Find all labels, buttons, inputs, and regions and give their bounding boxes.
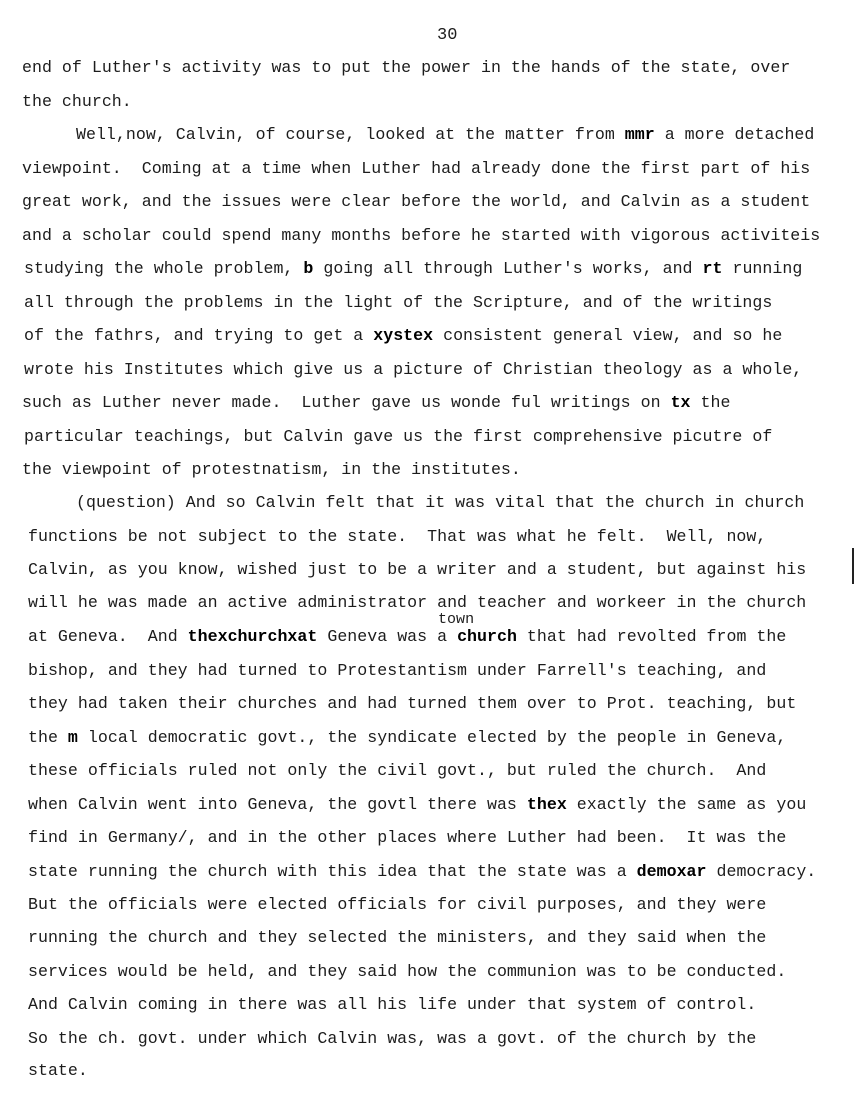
page-number: 30 xyxy=(437,26,458,45)
text-line: the church. xyxy=(22,92,132,111)
struck-out-text: m xyxy=(67,728,78,747)
text-line: when Calvin went into Geneva, the govtl there was thex exactly the same as you xyxy=(28,795,807,814)
text-line: they had taken their churches and had turned them over to Prot. teaching, but xyxy=(28,694,797,713)
text-line: functions be not subject to the state. That was what he felt. Well, now, xyxy=(28,527,767,546)
text-line: great work, and the issues were clear before the world, and Calvin as a student xyxy=(22,192,811,211)
text-line: the viewpoint of protestnatism, in the institutes. xyxy=(22,460,521,479)
struck-out-text: thexchurchxat xyxy=(187,627,318,646)
text-line: will he was made an active administrator and teacher and workeer in the church xyxy=(28,593,807,612)
text-line: find in Germany/, and in the other places where Luther had been. It was the xyxy=(28,828,787,847)
text-line: services would be held, and they said how the communion was to be conducted. xyxy=(28,962,787,981)
text-line: viewpoint. Coming at a time when Luther had already done the first part of his xyxy=(22,159,811,178)
interlinear-insertion: town xyxy=(438,611,475,628)
text-line: of the fathrs, and trying to get a xystex consistent general view, and so he xyxy=(24,326,783,345)
struck-out-text: tx xyxy=(670,393,691,412)
text-line: the m local democratic govt., the syndicate elected by the people in Geneva, xyxy=(28,728,787,747)
text-line: state. xyxy=(28,1061,88,1080)
struck-out-text: mmr xyxy=(624,125,655,144)
struck-out-text: rt xyxy=(702,259,723,278)
text-line: wrote his Institutes which give us a picture of Christian theology as a whole, xyxy=(24,360,803,379)
struck-out-text: demoxar xyxy=(636,862,707,881)
struck-out-text: church xyxy=(457,627,517,646)
struck-out-text: b xyxy=(303,259,314,278)
text-line: and a scholar could spend many months before he started with vigorous activiteis xyxy=(22,226,821,245)
text-line: (question) And so Calvin felt that it was vital that the church in church xyxy=(76,493,805,512)
text-line: Well,now, Calvin, of course, looked at the matter from mmr a more detached xyxy=(76,125,815,144)
struck-out-text: xystex xyxy=(373,326,434,345)
text-line: But the officials were elected officials for civil purposes, and they were xyxy=(28,895,767,914)
text-line: end of Luther's activity was to put the power in the hands of the state, over xyxy=(22,58,791,77)
text-line: And Calvin coming in there was all his life under that system of control. xyxy=(28,995,757,1014)
text-line: running the church and they selected the ministers, and they said when the xyxy=(28,928,767,947)
text-line: these officials ruled not only the civil govt., but ruled the church. And xyxy=(28,761,767,780)
text-line: So the ch. govt. under which Calvin was, was a govt. of the church by the xyxy=(28,1029,757,1048)
text-line: such as Luther never made. Luther gave us wonde ful writings on tx the xyxy=(22,393,731,412)
struck-out-text: thex xyxy=(526,795,567,814)
text-line: particular teachings, but Calvin gave us the first comprehensive picutre of xyxy=(24,427,773,446)
text-line: all through the problems in the light of the Scripture, and of the writings xyxy=(24,293,773,312)
text-line: Calvin, as you know, wished just to be a writer and a student, but against his xyxy=(28,560,807,579)
text-line: at Geneva. And thexchurchxat Geneva was a church that had revolted from the xyxy=(28,627,787,646)
text-line: bishop, and they had turned to Protestantism under Farrell's teaching, and xyxy=(28,661,767,680)
text-line: state running the church with this idea that the state was a demoxar democracy. xyxy=(28,862,817,881)
text-line: studying the whole problem, b going all through Luther's works, and rt running xyxy=(24,259,803,278)
